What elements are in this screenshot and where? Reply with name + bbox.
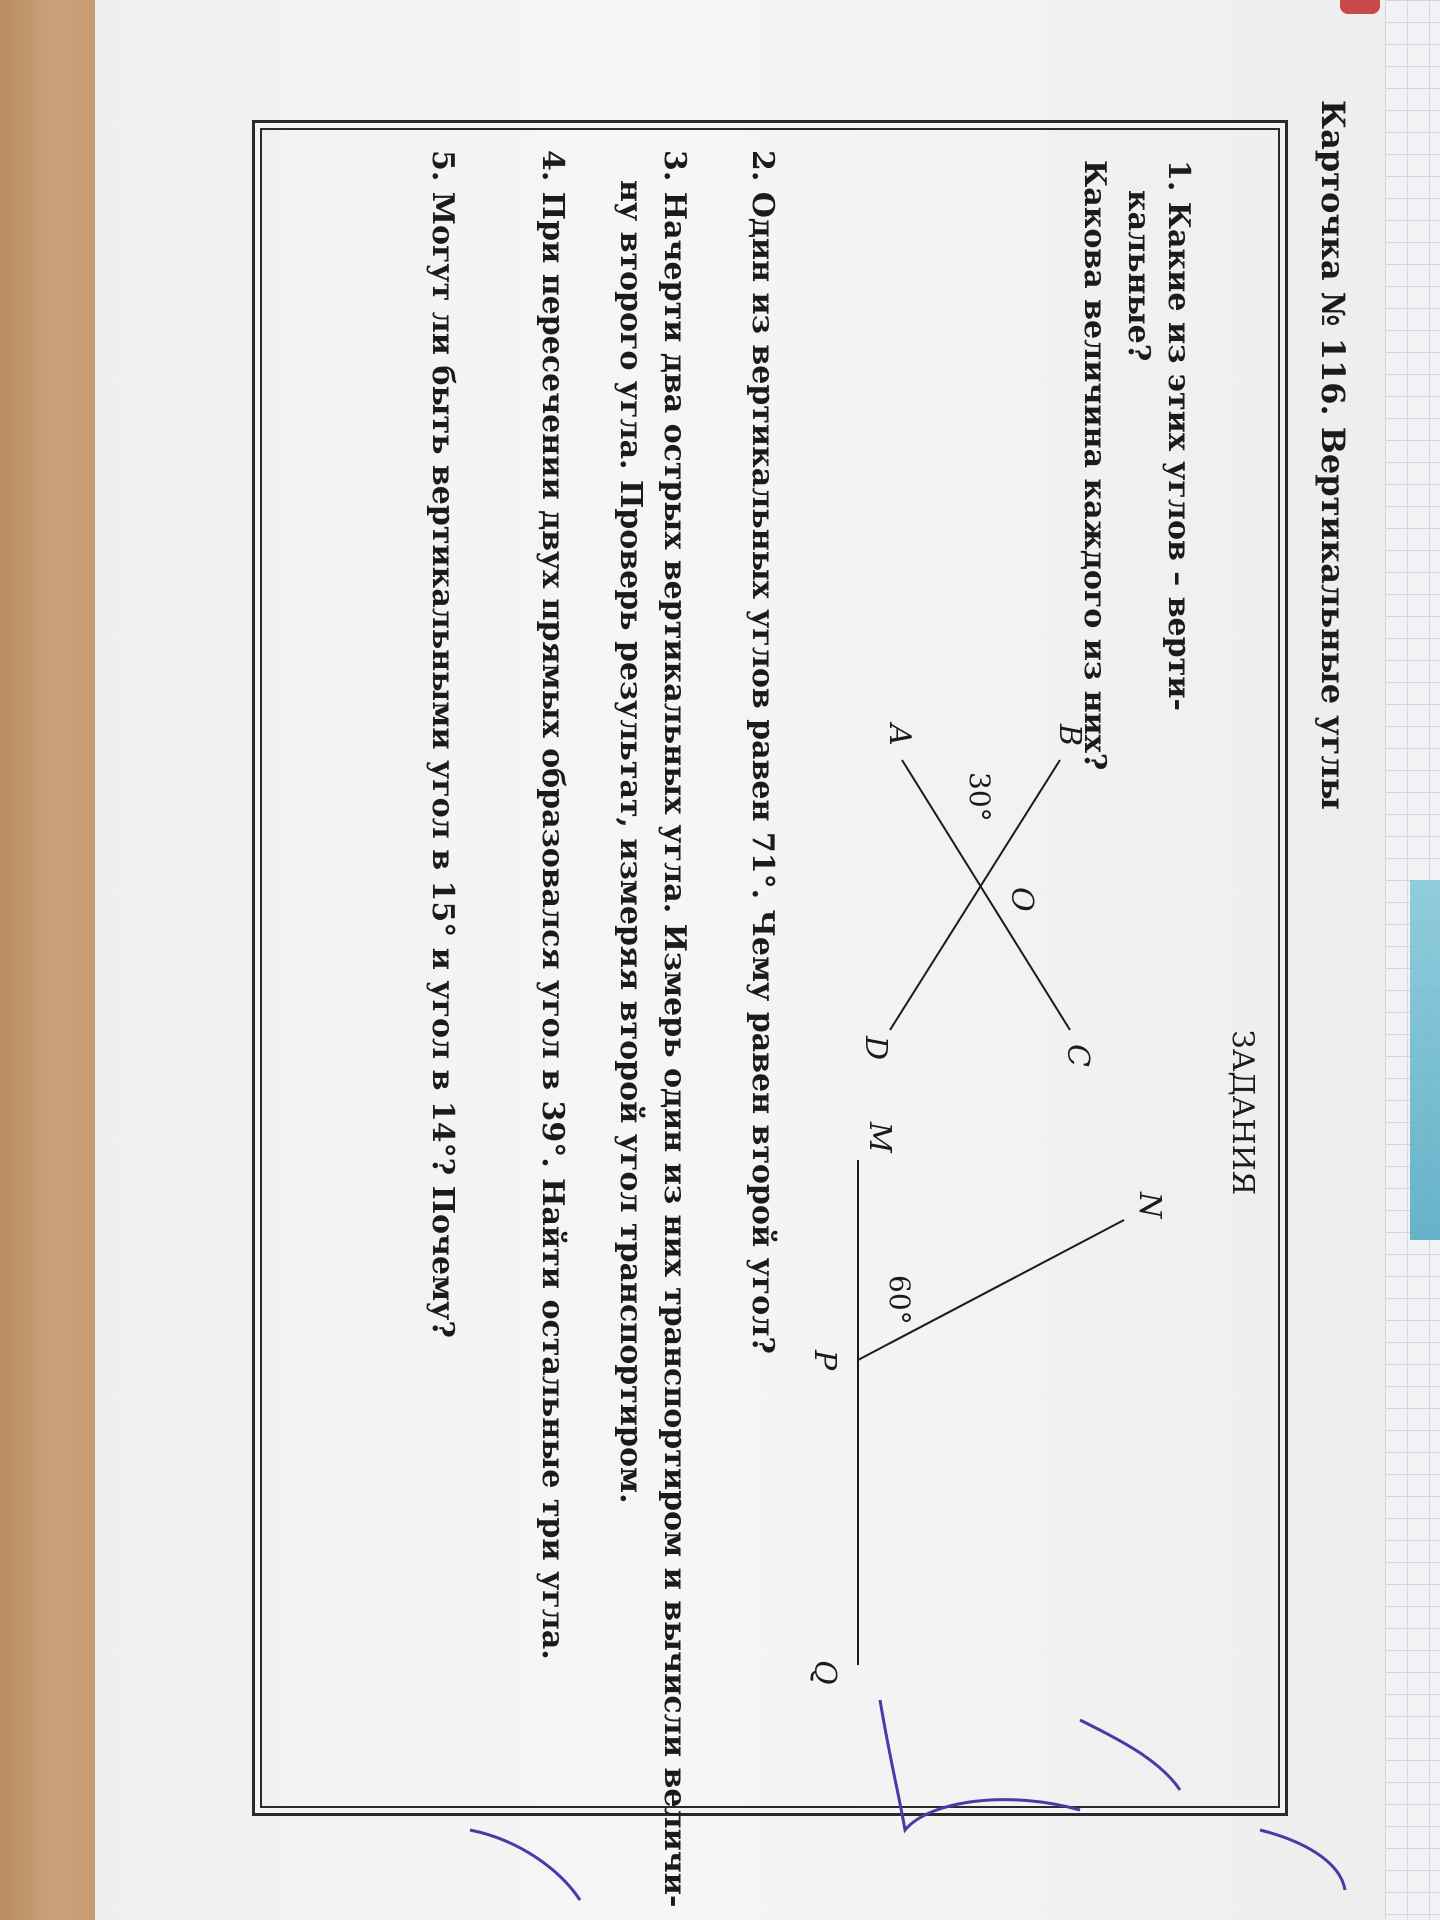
task-5: 5. Могут ли быть вертикальными угол в 15° и угол в 14°? Почему?: [425, 150, 460, 1338]
handwritten-stroke: [1080, 1720, 1180, 1790]
label-c: C: [1060, 1044, 1095, 1067]
label-o: O: [1004, 887, 1039, 912]
task-2: 2. Один из вертикальных углов равен 71°. Чему равен второй угол?: [745, 150, 780, 1354]
task-3-line-2: ну второго угла. Проверь результат, измеряя второй угол транспортиром.: [613, 180, 648, 1504]
card-title: Карточка № 116. Вертикальные углы: [1314, 100, 1352, 810]
task-4: 4. При пересечении двух прямых образовался угол в 39°. Найти остальные три угла.: [535, 150, 570, 1660]
handwritten-stroke: [880, 1700, 1080, 1830]
section-heading: ЗАДАНИЯ: [1225, 1030, 1260, 1196]
handwritten-stroke: [470, 1830, 580, 1900]
label-p: P: [807, 1350, 842, 1371]
label-b: B: [1052, 724, 1087, 747]
label-n: N: [1132, 1192, 1167, 1219]
label-m: M: [862, 1122, 897, 1153]
task-1-line-1: 1. Какие из этих углов – верти-: [1161, 160, 1196, 711]
label-a: A: [882, 724, 917, 746]
task-1-line-3: Какова величина каждого из них?: [1077, 160, 1112, 771]
handwritten-stroke: [1260, 1830, 1345, 1890]
label-q: Q: [807, 1660, 842, 1685]
label-d: D: [858, 1036, 893, 1061]
angle-60: 60°: [883, 1275, 916, 1325]
angle-30: 30°: [963, 772, 996, 822]
task-1-line-2: кальные?: [1121, 190, 1156, 362]
task-3-line-1: 3. Начерти два острых вертикальных угла. Измерь один из них транспортиром и вычисли величи-: [657, 150, 692, 1908]
